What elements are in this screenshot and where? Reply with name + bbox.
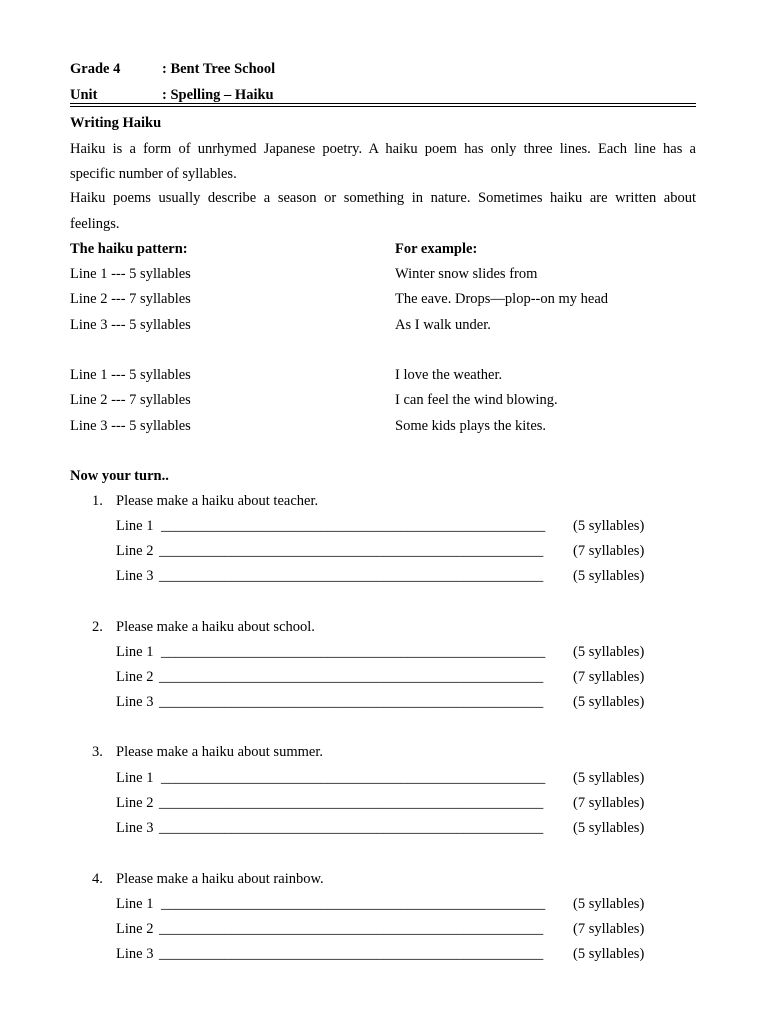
example-line: Some kids plays the kites. bbox=[395, 418, 547, 434]
syllable-hint: (5 syllables) bbox=[573, 770, 645, 786]
answer-blank[interactable]: _____________________________________________________ bbox=[161, 518, 546, 534]
answer-line-label: Line 1 bbox=[116, 518, 154, 534]
grade-label: Grade 4 bbox=[70, 61, 121, 77]
answer-blank[interactable]: _____________________________________________________ bbox=[159, 921, 544, 937]
answer-blank[interactable]: _____________________________________________________ bbox=[161, 770, 546, 786]
syllable-hint: (7 syllables) bbox=[573, 795, 645, 811]
intro-paragraph-2-line-2: feelings. bbox=[70, 216, 120, 232]
answer-line-label: Line 2 bbox=[116, 795, 154, 811]
answer-blank[interactable]: _____________________________________________________ bbox=[161, 896, 546, 912]
syllable-hint: (5 syllables) bbox=[573, 946, 645, 962]
answer-blank[interactable]: _____________________________________________________ bbox=[159, 795, 544, 811]
question-prompt: Please make a haiku about school. bbox=[116, 619, 315, 635]
pattern-line: Line 1 --- 5 syllables bbox=[70, 266, 191, 282]
answer-line-label: Line 2 bbox=[116, 921, 154, 937]
answer-line-label: Line 3 bbox=[116, 568, 154, 584]
answer-blank[interactable]: _____________________________________________________ bbox=[161, 644, 546, 660]
answer-blank[interactable]: _____________________________________________________ bbox=[159, 669, 544, 685]
school-name: : Bent Tree School bbox=[162, 61, 276, 77]
example-line: I love the weather. bbox=[395, 367, 503, 383]
answer-line-label: Line 2 bbox=[116, 543, 154, 559]
syllable-hint: (5 syllables) bbox=[573, 568, 645, 584]
answer-line-label: Line 3 bbox=[116, 820, 154, 836]
pattern-line: Line 3 --- 5 syllables bbox=[70, 418, 191, 434]
syllable-hint: (5 syllables) bbox=[573, 896, 645, 912]
header-divider-top bbox=[70, 103, 696, 104]
pattern-heading: The haiku pattern: bbox=[70, 241, 188, 257]
answer-blank[interactable]: _____________________________________________________ bbox=[159, 820, 544, 836]
question-number: 1. bbox=[92, 493, 103, 509]
syllable-hint: (7 syllables) bbox=[573, 543, 645, 559]
answer-line-label: Line 1 bbox=[116, 896, 154, 912]
example-line: The eave. Drops—plop--on my head bbox=[395, 291, 609, 307]
header-divider-bottom bbox=[70, 106, 696, 107]
syllable-hint: (5 syllables) bbox=[573, 518, 645, 534]
answer-line-label: Line 3 bbox=[116, 694, 154, 710]
answer-line-label: Line 2 bbox=[116, 669, 154, 685]
answer-line-label: Line 3 bbox=[116, 946, 154, 962]
unit-name: : Spelling – Haiku bbox=[162, 87, 274, 103]
unit-label: Unit bbox=[70, 87, 98, 103]
pattern-line: Line 2 --- 7 syllables bbox=[70, 291, 191, 307]
question-number: 2. bbox=[92, 619, 103, 635]
example-line: As I walk under. bbox=[395, 317, 491, 333]
question-prompt: Please make a haiku about rainbow. bbox=[116, 871, 324, 887]
example-line: I can feel the wind blowing. bbox=[395, 392, 558, 408]
question-prompt: Please make a haiku about teacher. bbox=[116, 493, 319, 509]
pattern-line: Line 3 --- 5 syllables bbox=[70, 317, 191, 333]
syllable-hint: (7 syllables) bbox=[573, 669, 645, 685]
answer-blank[interactable]: _____________________________________________________ bbox=[159, 694, 544, 710]
question-prompt: Please make a haiku about summer. bbox=[116, 744, 323, 760]
syllable-hint: (5 syllables) bbox=[573, 644, 645, 660]
answer-line-label: Line 1 bbox=[116, 644, 154, 660]
answer-blank[interactable]: _____________________________________________________ bbox=[159, 568, 544, 584]
syllable-hint: (7 syllables) bbox=[573, 921, 645, 937]
answer-blank[interactable]: _____________________________________________________ bbox=[159, 543, 544, 559]
syllable-hint: (5 syllables) bbox=[573, 694, 645, 710]
exercise-heading: Now your turn.. bbox=[70, 468, 169, 484]
intro-paragraph-1-line-2: specific number of syllables. bbox=[70, 166, 237, 182]
syllable-hint: (5 syllables) bbox=[573, 820, 645, 836]
question-number: 4. bbox=[92, 871, 103, 887]
section-heading-writing-haiku: Writing Haiku bbox=[70, 115, 162, 131]
answer-blank[interactable]: _____________________________________________________ bbox=[159, 946, 544, 962]
example-line: Winter snow slides from bbox=[395, 266, 538, 282]
pattern-line: Line 2 --- 7 syllables bbox=[70, 392, 191, 408]
answer-line-label: Line 1 bbox=[116, 770, 154, 786]
intro-paragraph-2-line-1: Haiku poems usually describe a season or something in nature. Sometimes haiku are written about bbox=[70, 190, 696, 206]
intro-paragraph-1-line-1: Haiku is a form of unrhymed Japanese poetry. A haiku poem has only three lines. Each line has a bbox=[70, 141, 696, 157]
pattern-line: Line 1 --- 5 syllables bbox=[70, 367, 191, 383]
example-heading: For example: bbox=[395, 241, 478, 257]
question-number: 3. bbox=[92, 744, 103, 760]
